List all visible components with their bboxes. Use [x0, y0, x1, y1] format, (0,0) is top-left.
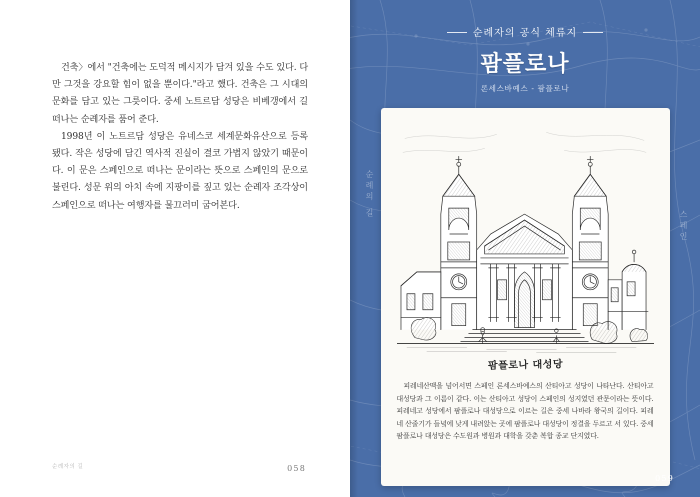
- left-page-number: 058: [287, 464, 306, 473]
- vertical-label-route: 순례의 길: [365, 170, 374, 220]
- right-page-content: [350, 0, 700, 497]
- pamplona-cathedral-sketch: [397, 122, 654, 354]
- paragraph: 피레네산맥을 넘어서면 스페인 론세스바예스의 산티아고 성당이 나타난다. 산티아고 대성당과 그 이름이 같다. 이는 산티아고 성당이 스페인의 성지였던 관문이라는 뜻이다. 피레네고 성당에서 팜플로나 대성당으로 이르는 길은 중세 나바라 왕국의 길이다. 피레네 산줄기가 들녘에 낮게 내려앉는 곳에 팜플로나 대성당이 정결을 두르고 서 있다. 중세 팜플로나 대성당은 수도원과 병원과 대학을 갖춘 복합 종교 단지였다.: [396, 382, 654, 441]
- chapter-eyebrow: 순례자의 공식 체류지: [447, 24, 603, 39]
- left-running-head: 순례자의 길: [52, 464, 84, 470]
- right-page: [350, 0, 700, 497]
- chapter-subtitle: 론세스바예스 - 팜플로나: [480, 84, 570, 93]
- card-body: [397, 380, 654, 443]
- paragraph: 건축〉에서 "건축에는 도덕적 메시지가 담겨 있을 수도 있다. 다만 그것을 강요할 힘이 없을 뿐이다."라고 했다. 건축은 그 시대의 문화를 담고 있는 그릇이다. 중세 노트르담 성당은 비베갱에서 길 떠나는 순례자를 품어 준다.: [52, 63, 308, 125]
- vertical-label-country: 스페인: [679, 210, 688, 243]
- chapter-title: 팜플로나: [480, 51, 570, 77]
- content-card: [381, 108, 670, 486]
- illustration-caption: 팜플로나 대성당: [487, 359, 563, 372]
- right-page-number: 059: [655, 474, 674, 483]
- left-page-body: [52, 60, 308, 215]
- paragraph: 1998년 이 노트르담 성당은 유네스코 세계문화유산으로 등록됐다. 작은 성당에 담긴 역사적 진실이 결코 가볍지 않았기 때문이다. 이 문은 스페인으로 떠나는 문이라는 뜻으로 스페인의 문으로 불린다. 성문 위의 아치 속에 지팡이를 짚고 있는 순례자 조각상이 스페인으로 떠나는 여행자를 물끄러미 굽어본다.: [52, 131, 308, 211]
